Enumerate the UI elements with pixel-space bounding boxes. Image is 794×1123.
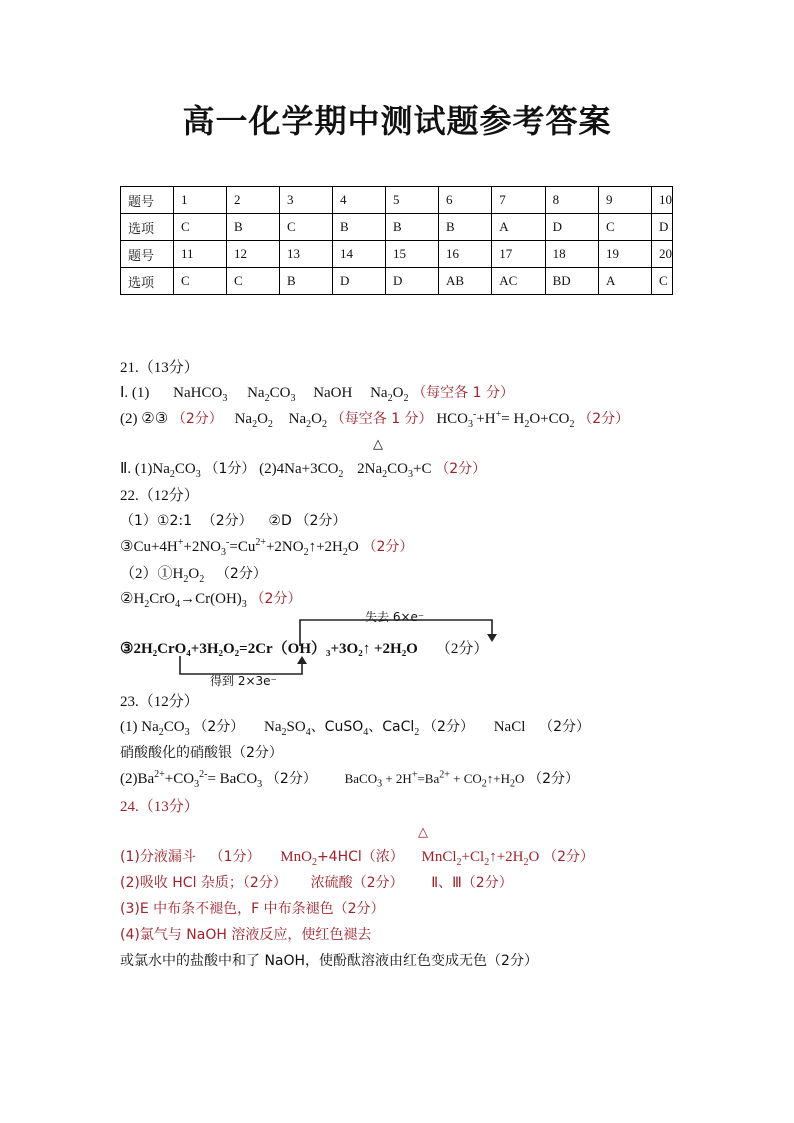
table-cell: B [279, 268, 332, 295]
table-cell: C [226, 268, 279, 295]
lose-electrons-label: 失去 6×e⁻ [365, 610, 425, 624]
q23-heading: 23.（12分） [120, 694, 199, 710]
q24-line5: 或氯水中的盐酸中和了 NaOH，使酚酞溶液由红色变成无色（2分） [120, 953, 538, 969]
table-cell: C [651, 268, 672, 295]
row-header-cell: 题号 [121, 187, 174, 214]
table-cell: 9 [598, 187, 651, 214]
table-cell: 18 [545, 241, 598, 268]
q22-line2: $③Cu+4H^++2NO_3^-=Cu^{2+}+2NO_2↑+2H_2O$ （2分） [120, 537, 414, 558]
table-cell: D [332, 268, 385, 295]
table-cell: 8 [545, 187, 598, 214]
q22-line4: $②H_2CrO_4\to Cr(OH)_3$ （2分） [120, 591, 302, 610]
table-cell: 14 [332, 241, 385, 268]
table-cell: B [332, 214, 385, 241]
table-cell: AC [492, 268, 545, 295]
q24-heading: 24.（13分） [120, 799, 199, 815]
table-cell: 16 [438, 241, 491, 268]
row-header-cell: 选项 [121, 214, 174, 241]
table-cell: C [279, 214, 332, 241]
gain-electrons-label: 得到 2×3e⁻ [210, 674, 277, 688]
table-cell: 6 [438, 187, 491, 214]
electron-transfer-equation [120, 610, 680, 690]
table-cell: C [598, 214, 651, 241]
table-cell: C [174, 268, 227, 295]
table-cell: 13 [279, 241, 332, 268]
table-cell: C [174, 214, 227, 241]
table-cell: D [651, 214, 672, 241]
table-row [121, 241, 673, 268]
table-cell: 15 [385, 241, 438, 268]
q23-line3: $(2)Ba^{2+}+CO_3^{2-}=$ BaCO$_3$ （2分） BaCO$_3$ + $2H^+=Ba^{2+}$ + $CO_2↑+H_2O$ （2分） [120, 769, 580, 790]
row-header-cell: 选项 [121, 268, 174, 295]
q22-heading: 22.（12分） [120, 488, 199, 504]
table-cell: 11 [174, 241, 227, 268]
table-cell: D [545, 214, 598, 241]
table-cell: 4 [332, 187, 385, 214]
q24-line4: (4)氯气与 NaOH 溶液反应，使红色褪去 [120, 927, 372, 943]
heat-symbol-q24: △ [418, 825, 428, 840]
q24-line2: (2)吸收 HCl 杂质；（2分） 浓硫酸（2分） Ⅱ、Ⅲ（2分） [120, 875, 513, 891]
q21-heading: 21.（13分） [120, 360, 199, 376]
table-cell: BD [545, 268, 598, 295]
row-header-cell: 题号 [121, 241, 174, 268]
table-row [121, 187, 673, 214]
table-cell: A [598, 268, 651, 295]
q21-part1-line1: Ⅰ. (1) NaHCO$_3$ $Na_2CO_3$ NaOH $Na_2O_2$ （每空各 1 分） [120, 385, 514, 404]
q23-line2: 硝酸酸化的硝酸银（2分） [120, 745, 283, 761]
table-cell: B [438, 214, 491, 241]
q21-part1-line2: (2) ②③ （2分） $Na_2O_2$ $Na_2O_2$ （每空各 1 分） $HCO_3^-+H^+= H_2O+CO_2$ （2分） [120, 409, 630, 430]
table-cell: 5 [385, 187, 438, 214]
table-cell: 1 [174, 187, 227, 214]
table-cell: B [385, 214, 438, 241]
table-cell: 2 [226, 187, 279, 214]
table-cell: 10 [651, 187, 672, 214]
table-cell: AB [438, 268, 491, 295]
table-cell: 19 [598, 241, 651, 268]
table-cell: B [226, 214, 279, 241]
answer-table [120, 186, 673, 295]
table-cell: 20 [651, 241, 672, 268]
q21-part2-line: Ⅱ. $(1)Na_2CO_3$ （1分） $(2)4Na+3CO_2$ $2Na_2CO_3+C$ （2分） [120, 461, 487, 480]
q24-line1: (1)分液漏斗 （1分） MnO$_2$+4HCl（浓） $MnCl_2+Cl_2↑+2H_2O$ （2分） [120, 849, 594, 868]
table-cell: A [492, 214, 545, 241]
redox-equation: ③2H₂CrO₄+3H₂O₂=2Cr（OH）₃+3O₂↑ +2H₂O （2分） [120, 641, 489, 657]
heat-symbol: △ [373, 437, 383, 452]
q24-line3: (3)E 中布条不褪色，F 中布条褪色（2分） [120, 901, 385, 917]
table-row [121, 268, 673, 295]
table-row [121, 214, 673, 241]
q22-line3: $(2)①H_2O_2$ （2分） [120, 566, 267, 585]
table-cell: D [385, 268, 438, 295]
table-cell: 17 [492, 241, 545, 268]
q23-line1: (1) $Na_2CO_3$ （2分） $Na_2SO_4$、CuSO$_4$、CaCl$_2$ （2分） NaCl （2分） [120, 719, 591, 738]
q22-line1: （1）①2:1 （2分） ②D （2分） [120, 513, 347, 529]
table-cell: 3 [279, 187, 332, 214]
table-cell: 7 [492, 187, 545, 214]
page-title: 高一化学期中测试题参考答案 [182, 102, 612, 140]
table-cell: 12 [226, 241, 279, 268]
